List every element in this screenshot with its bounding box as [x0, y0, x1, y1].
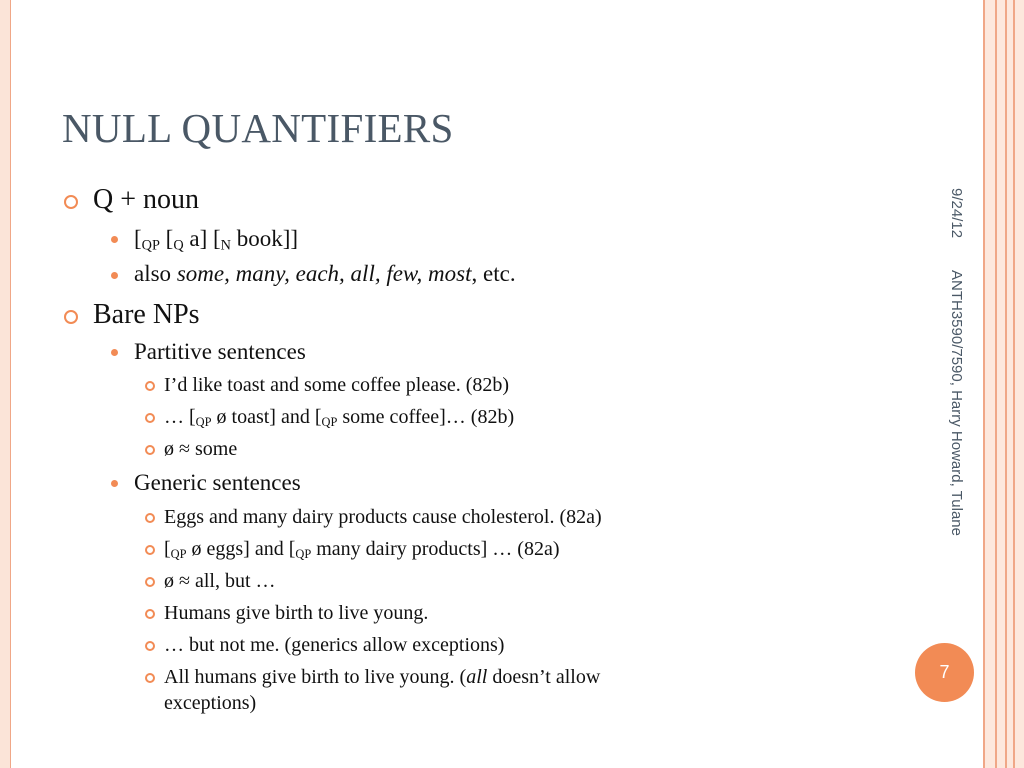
ring-bullet-icon	[145, 641, 155, 651]
bullet-generic-equivalence: ø ≈ all, but …	[164, 570, 276, 592]
bullet-qp-structure: [$_{QP}$ [$_Q$ a] [$_N$ book]]	[134, 226, 299, 254]
bullet-q-noun: Q + noun	[93, 184, 200, 215]
ring-bullet-icon	[145, 609, 155, 619]
bullet-all-humans-continuation: exceptions)	[164, 692, 257, 714]
ring-bullet-icon	[145, 577, 155, 587]
ring-bullet-icon	[64, 310, 78, 324]
ring-bullet-icon	[64, 195, 78, 209]
bullet-bare-nps: Bare NPs	[93, 299, 200, 330]
bullet-humans-statement: Humans give birth to live young.	[164, 602, 429, 624]
ring-bullet-icon	[145, 413, 155, 423]
ring-bullet-icon	[145, 545, 155, 555]
ring-bullet-icon	[145, 381, 155, 391]
left-frame-border	[0, 0, 11, 768]
right-frame-border	[983, 0, 1024, 768]
slide-footer: ANTH3590/7590, Harry Howard, Tulane	[948, 270, 965, 536]
page-number: 7	[939, 662, 950, 682]
bullet-generic-sentences: Generic sentences	[134, 470, 301, 495]
slide-title: NULL QUANTIFIERS	[62, 105, 454, 151]
bullet-also-quantifiers: also some, many, each, all, few, most, etc.	[134, 261, 516, 286]
ring-bullet-icon	[145, 673, 155, 683]
bullet-partitive-bracketed: … [$_{QP}$ ø toast] and [$_{QP}$ some coffee]… (82b)	[164, 406, 515, 430]
ring-bullet-icon	[145, 513, 155, 523]
ring-bullet-icon	[145, 445, 155, 455]
bullet-generic-bracketed: [$_{QP}$ ø eggs] and [$_{QP}$ many dairy products] … (82a)	[164, 538, 560, 562]
dot-bullet-icon	[111, 349, 118, 356]
bullet-partitive-equivalence: ø ≈ some	[164, 438, 238, 460]
dot-bullet-icon	[111, 480, 118, 487]
dot-bullet-icon	[111, 272, 118, 279]
page-number-badge	[915, 643, 974, 702]
bullet-partitive-sentences: Partitive sentences	[134, 339, 306, 364]
bullet-all-humans-statement: All humans give birth to live young. (all doesn’t allow	[164, 666, 601, 688]
dot-bullet-icon	[111, 236, 118, 243]
bullet-partitive-example: I’d like toast and some coffee please. (82b)	[164, 374, 510, 396]
bullet-generic-example: Eggs and many dairy products cause cholesterol. (82a)	[164, 506, 602, 528]
slide-date: 9/24/12	[948, 188, 965, 239]
bullet-exception-statement: … but not me. (generics allow exceptions)	[164, 634, 505, 656]
